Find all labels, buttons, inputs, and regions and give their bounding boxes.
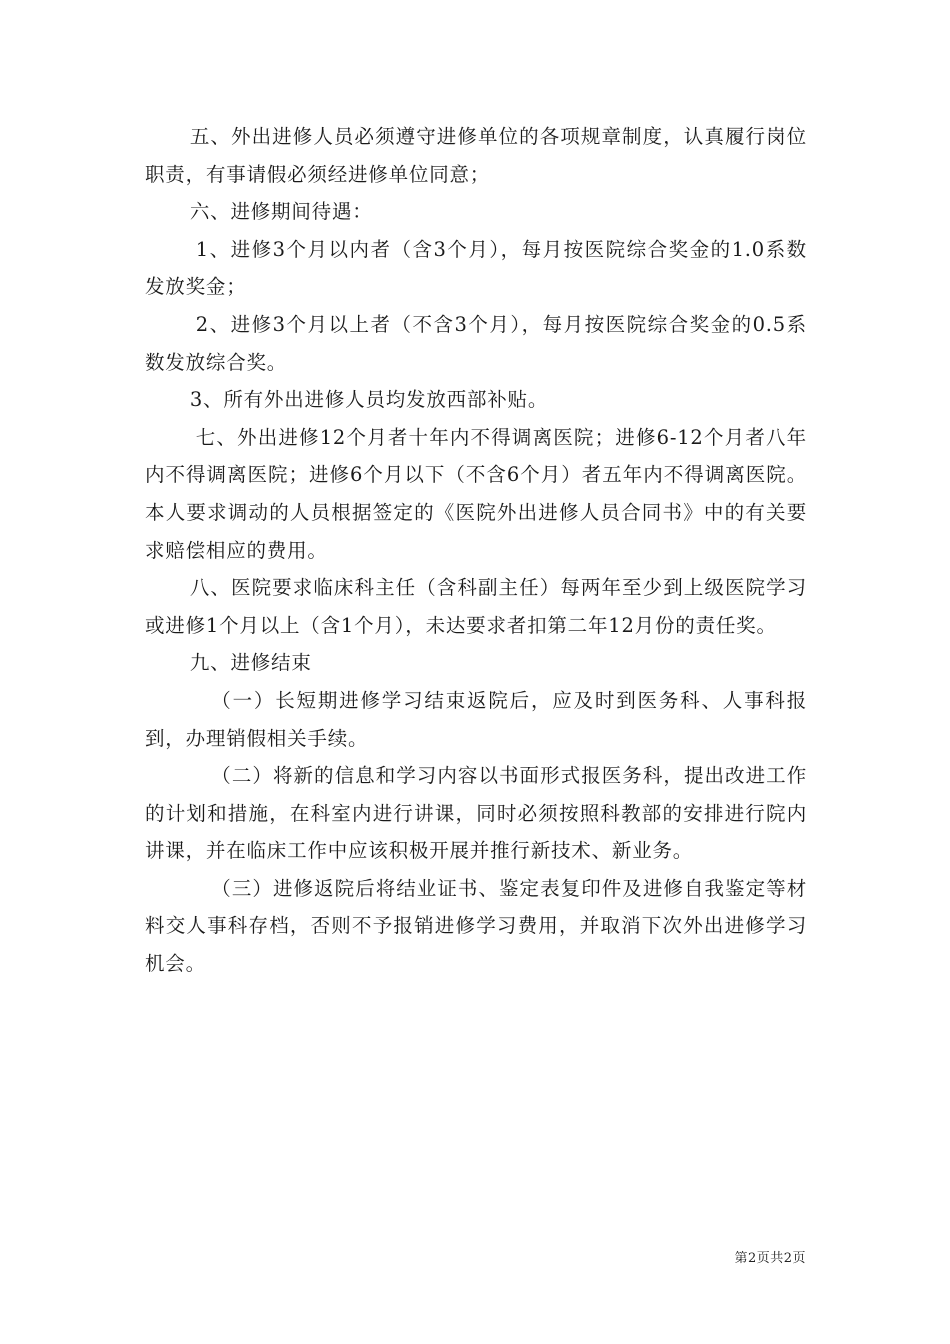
paragraph-section-7: 七、外出进修12个月者十年内不得调离医院；进修6-12个月者八年内不得调离医院；进修6个月以下（不含6个月）者五年内不得调离医院。本人要求调动的人员根据签定的《医院外出进修人员合同书》中的有关要求赔偿相应的费用。 xyxy=(145,425,807,562)
paragraph-section-6-item-3: 3、所有外出进修人员均发放西部补贴。 xyxy=(189,388,549,412)
paragraph-section-9-item-2: （二）将新的信息和学习内容以书面形式报医务科，提出改进工作的计划和措施，在科室内进行讲课，同时必须按照科教部的安排进行院内讲课，并在临床工作中应该积极开展并推行新技术、新业务。 xyxy=(145,764,807,863)
paragraph-section-9-item-1: （一）长短期进修学习结束返院后，应及时到医务科、人事科报到，办理销假相关手续。 xyxy=(145,688,807,750)
paragraph-section-5: 五、外出进修人员必须遵守进修单位的各项规章制度，认真履行岗位职责，有事请假必须经进修单位同意； xyxy=(145,125,807,186)
paragraph-section-6-item-1: 1、进修3个月以内者（含3个月），每月按医院综合奖金的1.0系数发放奖金； xyxy=(145,237,807,299)
paragraph-section-9-heading: 九、进修结束 xyxy=(189,651,312,675)
document-body xyxy=(145,118,807,983)
paragraph-section-6-item-2: 2、进修3个月以上者（不含3个月），每月按医院综合奖金的0.5系数发放综合奖。 xyxy=(145,312,807,374)
paragraph-section-9-item-3: （三）进修返院后将结业证书、鉴定表复印件及进修自我鉴定等材料交人事科存档，否则不予报销进修学习费用，并取消下次外出进修学习机会。 xyxy=(145,876,807,976)
paragraph-section-6-heading: 六、进修期间待遇： xyxy=(189,200,373,224)
page-number-footer: 第2页共2页 xyxy=(734,1251,806,1266)
paragraph-section-8: 八、医院要求临床科主任（含科副主任）每两年至少到上级医院学习或进修1个月以上（含1个月），未达要求者扣第二年12月份的责任奖。 xyxy=(145,576,807,637)
